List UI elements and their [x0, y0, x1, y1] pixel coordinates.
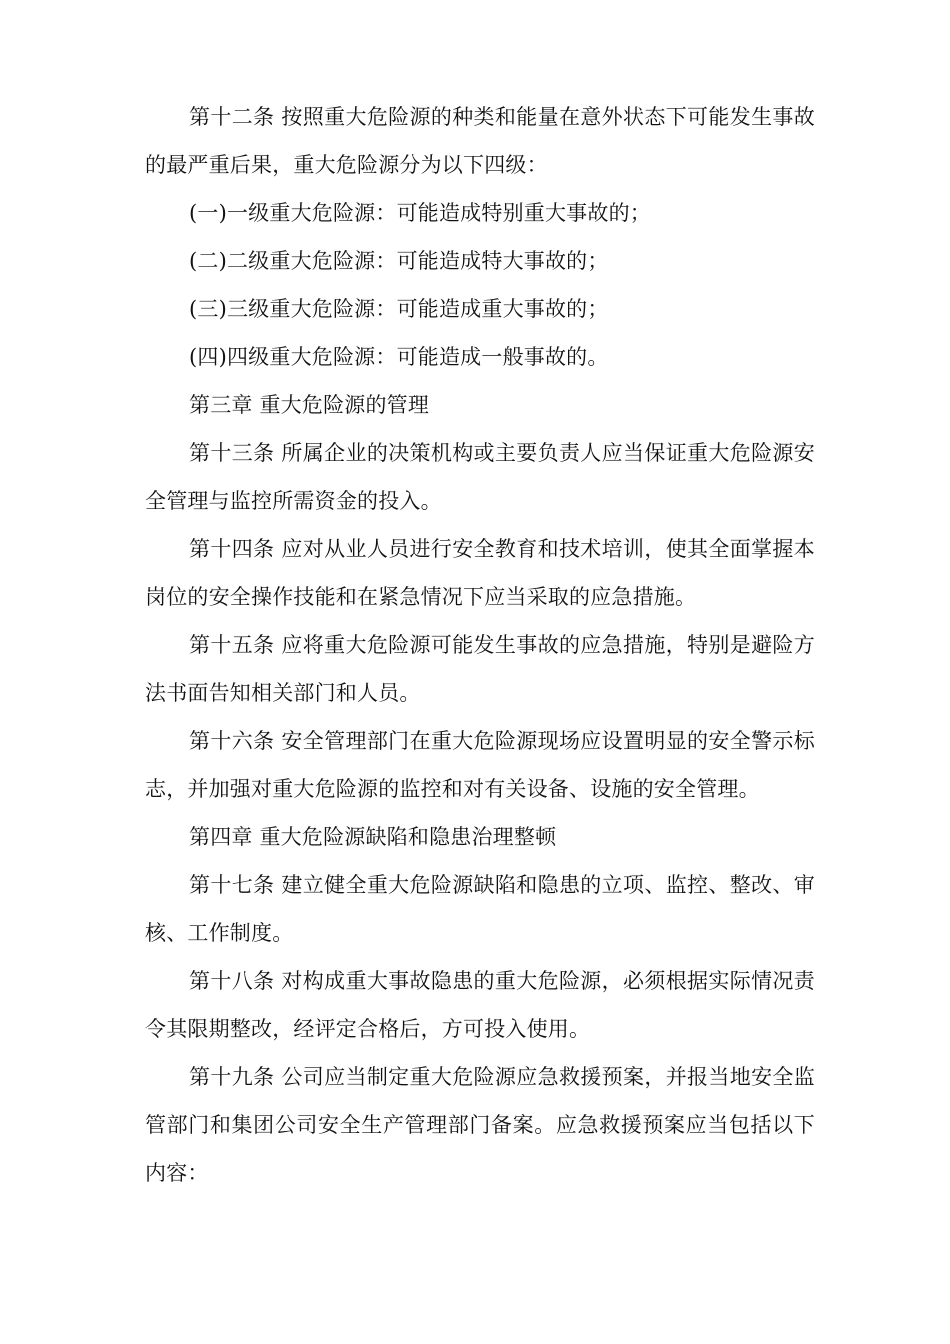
paragraph-article-19: 第十九条 公司应当制定重大危险源应急救援预案，并报当地安全监管部门和集团公司安全生产管理部门备案。应急救援预案应当包括以下内容： [145, 1065, 815, 1185]
paragraph-level-4: (四)四级重大危险源：可能造成一般事故的。 [189, 345, 609, 369]
paragraph-article-16: 第十六条 安全管理部门在重大危险源现场应设置明显的安全警示标志，并加强对重大危险源的监控和对有关设备、设施的安全管理。 [145, 729, 815, 801]
document-body [145, 93, 815, 1197]
paragraph-article-13: 第十三条 所属企业的决策机构或主要负责人应当保证重大危险源安全管理与监控所需资金的投入。 [145, 441, 815, 513]
chapter-3-heading: 第三章 重大危险源的管理 [189, 393, 430, 417]
paragraph-level-2: (二)二级重大危险源：可能造成特大事故的； [189, 249, 609, 273]
paragraph-article-14: 第十四条 应对从业人员进行安全教育和技术培训，使其全面掌握本岗位的安全操作技能和在紧急情况下应当采取的应急措施。 [145, 537, 815, 609]
paragraph-article-17: 第十七条 建立健全重大危险源缺陷和隐患的立项、监控、整改、审核、工作制度。 [145, 873, 815, 945]
paragraph-article-18: 第十八条 对构成重大事故隐患的重大危险源，必须根据实际情况责令其限期整改，经评定合格后，方可投入使用。 [145, 969, 815, 1041]
paragraph-article-15: 第十五条 应将重大危险源可能发生事故的应急措施，特别是避险方法书面告知相关部门和人员。 [145, 633, 815, 705]
paragraph-article-12: 第十二条 按照重大危险源的种类和能量在意外状态下可能发生事故的最严重后果，重大危险源分为以下四级： [145, 105, 815, 177]
paragraph-level-1: (一)一级重大危险源：可能造成特别重大事故的； [189, 201, 651, 225]
chapter-4-heading: 第四章 重大危险源缺陷和隐患治理整顿 [189, 825, 557, 849]
paragraph-level-3: (三)三级重大危险源：可能造成重大事故的； [189, 297, 609, 321]
